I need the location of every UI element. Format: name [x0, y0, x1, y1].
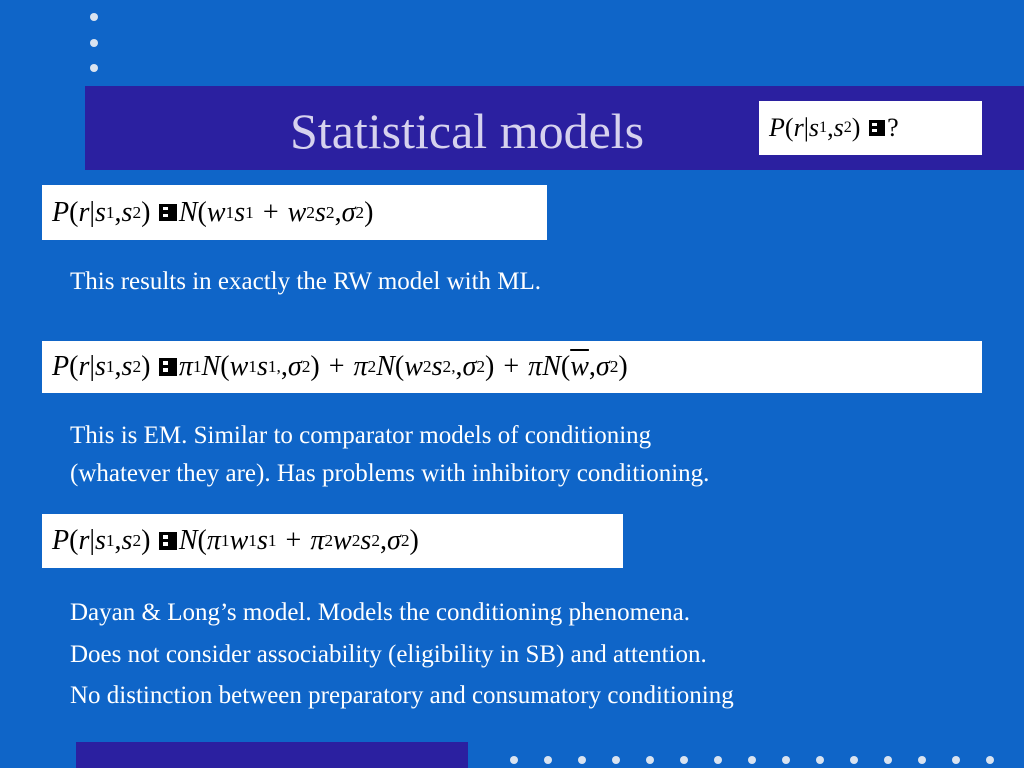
decor-dot: [578, 756, 586, 764]
slide-title: Statistical models: [290, 103, 645, 159]
decor-dot: [986, 756, 994, 764]
decor-dot: [714, 756, 722, 764]
decor-dot: [612, 756, 620, 764]
decor-dot: [646, 756, 654, 764]
bottom-bar: [76, 742, 468, 768]
text-dl-line2: Does not consider associability (eligibility in SB) and attention.: [70, 641, 707, 668]
formula-dayan-long: P ( r | s 1 , s 2 ) N ( π 1 w 1 s 1 + π 2 w 2 s 2 , σ 2 ): [42, 514, 623, 568]
formula-question: ?: [887, 113, 899, 142]
decor-dot: [816, 756, 824, 764]
decor-dot: [748, 756, 756, 764]
text-dl-line1: Dayan & Long’s model. Models the conditioning phenomena.: [70, 599, 691, 626]
text-em-line1: This is EM. Similar to comparator models of conditioning: [70, 422, 652, 449]
text-em-line2: (whatever they are). Has problems with inhibitory conditioning.: [70, 460, 710, 487]
text-rw: This results in exactly the RW model with ML.: [70, 268, 542, 295]
formula-top-right: P ( r | s 1 , s 2 ) ?: [759, 101, 982, 155]
decor-dot: [680, 756, 688, 764]
decor-dot: [884, 756, 892, 764]
decor-dot: [952, 756, 960, 764]
decor-dot: [918, 756, 926, 764]
formula-em: P ( r | s 1 , s 2 ) π 1 N ( w 1 s 1, , σ 2 ) + π 2 N ( w 2 s 2, , σ 2 ) + πN ( $\overline{w}$ , σ 2 ): [42, 341, 982, 393]
decor-dot: [850, 756, 858, 764]
decor-dot: [544, 756, 552, 764]
decor-dot: [510, 756, 518, 764]
text-dl-line3: No distinction between preparatory and consumatory conditioning: [70, 682, 734, 709]
decor-dot: [90, 13, 98, 21]
formula-rw: P ( r | s 1 , s 2 ) N ( w 1 s 1 + w 2 s 2 , σ 2 ): [42, 185, 547, 240]
decor-dot: [90, 64, 98, 72]
decor-dot: [782, 756, 790, 764]
decor-dot: [90, 39, 98, 47]
